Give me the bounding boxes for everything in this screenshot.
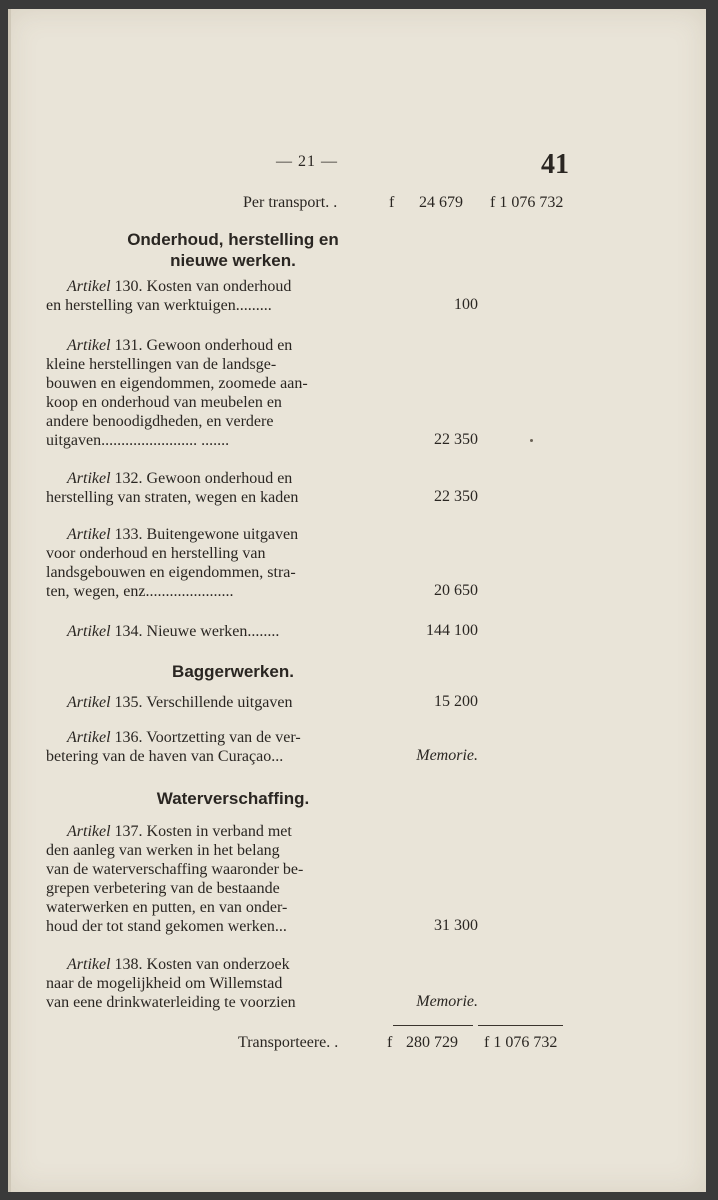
article-132: [46, 469, 380, 507]
total-rule-2: [478, 1025, 563, 1026]
article-line: den aanleg van werken in het belang: [46, 842, 280, 859]
article-line: betering van de haven van Curaçao...: [46, 748, 284, 765]
transport-top-label: Per transport. .: [243, 194, 338, 211]
article-132-amount: 22 350: [434, 488, 478, 505]
document-page: [8, 9, 706, 1192]
article-138-amount: Memorie.: [416, 993, 478, 1010]
article-label: Artikel: [67, 823, 111, 840]
article-number: 130.: [114, 278, 143, 295]
article-line: andere benoodigdheden, en verdere: [46, 413, 274, 430]
article-line: houd der tot stand gekomen werken...: [46, 918, 287, 935]
article-line: en herstelling van werktuigen.........: [46, 297, 272, 314]
article-131: [46, 336, 380, 450]
article-134: [46, 622, 380, 641]
article-line: bouwen en eigendommen, zoomede aan-: [46, 375, 308, 392]
article-number: 131.: [114, 337, 143, 354]
section-heading-line1: Baggerwerken.: [172, 662, 294, 681]
article-line: kleine herstellingen van de landsge-: [46, 356, 277, 373]
article-line: Kosten van onderzoek: [146, 956, 290, 973]
section-heading-waterverschaffing: [68, 788, 398, 809]
article-137-amount: 31 300: [434, 917, 478, 934]
article-line: Verschillende uitgaven: [146, 694, 293, 711]
transport-top-value2: f 1 076 732: [490, 194, 564, 211]
article-number: 137.: [114, 823, 143, 840]
article-number: 132.: [114, 470, 143, 487]
article-line: koop en onderhoud van meubelen en: [46, 394, 282, 411]
article-line: Gewoon onderhoud en: [146, 470, 293, 487]
article-label: Artikel: [67, 623, 111, 640]
article-136: [46, 728, 380, 766]
article-line: herstelling van straten, wegen en kaden: [46, 489, 299, 506]
article-number: 138.: [114, 956, 143, 973]
article-136-amount: Memorie.: [416, 747, 478, 764]
article-label: Artikel: [67, 470, 111, 487]
page-spine: [8, 9, 11, 1192]
article-number: 133.: [114, 526, 143, 543]
article-line: Kosten van onderhoud: [146, 278, 292, 295]
article-line: landsgebouwen en eigendommen, stra-: [46, 564, 296, 581]
article-number: 135.: [114, 694, 143, 711]
article-number: 134.: [114, 623, 143, 640]
transport-bottom-currency: f: [387, 1034, 393, 1051]
article-130: [46, 277, 380, 315]
article-line: ten, wegen, enz......................: [46, 583, 234, 600]
transport-top-value1: 24 679: [419, 194, 463, 211]
section-heading-line1: Waterverschaffing.: [156, 789, 310, 808]
section-heading-line1: Onderhoud, herstelling en: [127, 230, 339, 249]
article-line: Kosten in verband met: [146, 823, 292, 840]
article-133-amount: 20 650: [434, 582, 478, 599]
article-130-amount: 100: [454, 296, 478, 313]
article-line: van eene drinkwaterleiding te voorzien: [46, 994, 296, 1011]
article-number: 136.: [114, 729, 143, 746]
article-135-amount: 15 200: [434, 693, 478, 710]
article-131-amount: 22 350: [434, 431, 478, 448]
article-label: Artikel: [67, 694, 111, 711]
article-137: [46, 822, 380, 936]
article-line: Gewoon onderhoud en: [146, 337, 293, 354]
article-133: [46, 525, 380, 601]
folio-number: 41: [541, 149, 569, 180]
article-line: naar de mogelijkheid om Willemstad: [46, 975, 283, 992]
article-line: van de waterverschaffing waaronder be-: [46, 861, 304, 878]
article-135: [46, 693, 380, 712]
article-line: Voortzetting van de ver-: [146, 729, 301, 746]
section-heading-onderhoud: [68, 229, 398, 271]
transport-top-currency: f: [389, 194, 395, 211]
article-line: grepen verbetering van de bestaande: [46, 880, 280, 897]
section-heading-baggerwerken: [68, 661, 398, 682]
section-heading-line2: nieuwe werken.: [170, 251, 296, 270]
article-label: Artikel: [67, 278, 111, 295]
article-line: Nieuwe werken........: [146, 623, 280, 640]
transport-bottom-value1: 280 729: [406, 1034, 458, 1051]
article-line: uitgaven........................ .......: [46, 432, 230, 449]
article-138: [46, 955, 380, 1012]
article-label: Artikel: [67, 729, 111, 746]
transport-bottom-value2: f 1 076 732: [484, 1034, 558, 1051]
article-label: Artikel: [67, 956, 111, 973]
transport-bottom-label: Transporteere. .: [238, 1034, 339, 1051]
article-line: voor onderhoud en herstelling van: [46, 545, 266, 562]
ink-speck: [530, 439, 533, 442]
page-number: — 21 —: [276, 153, 338, 170]
article-label: Artikel: [67, 337, 111, 354]
article-134-amount: 144 100: [426, 622, 478, 639]
article-line: waterwerken en putten, en van onder-: [46, 899, 288, 916]
article-label: Artikel: [67, 526, 111, 543]
total-rule-1: [393, 1025, 473, 1026]
article-line: Buitengewone uitgaven: [146, 526, 299, 543]
